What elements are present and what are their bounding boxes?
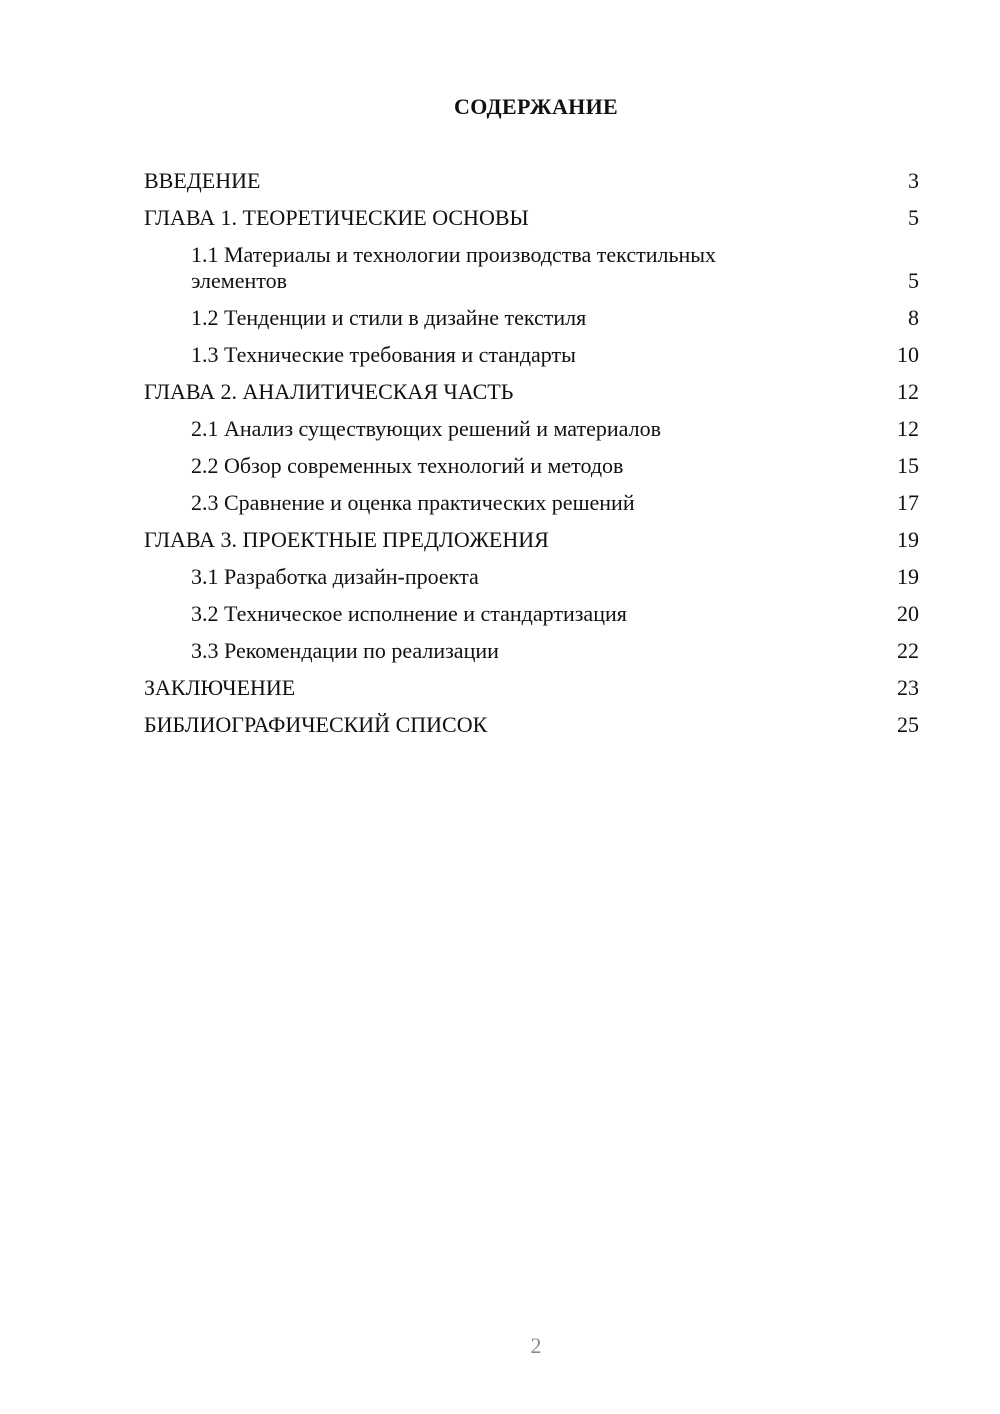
toc-entry-page: 5 bbox=[908, 205, 919, 230]
toc-entry-label: 3.2 Техническое исполнение и стандартизация bbox=[191, 601, 627, 626]
toc-entry-label: 2.3 Сравнение и оценка практических решений bbox=[191, 490, 635, 515]
toc-entry-section-1-3[interactable] bbox=[144, 342, 919, 368]
toc-entry-page: 20 bbox=[897, 601, 919, 626]
toc-entry-label: 2.1 Анализ существующих решений и материалов bbox=[191, 416, 661, 441]
toc-entry-chapter-3[interactable] bbox=[144, 527, 919, 553]
toc-entry-page: 3 bbox=[908, 168, 919, 193]
toc-entry-section-2-2[interactable] bbox=[144, 453, 919, 479]
toc-entry-section-3-3[interactable] bbox=[144, 638, 919, 664]
toc-entry-page: 17 bbox=[897, 490, 919, 515]
toc-entry-page: 19 bbox=[897, 527, 919, 552]
toc-entry-bibliography[interactable] bbox=[144, 712, 919, 738]
toc-entry-page: 12 bbox=[897, 416, 919, 441]
toc-entry-label: 1.1 Материалы и технологии производства текстильных элементов bbox=[191, 242, 717, 293]
toc-entry-label: ГЛАВА 2. АНАЛИТИЧЕСКАЯ ЧАСТЬ bbox=[144, 379, 514, 404]
toc-entry-label: ГЛАВА 3. ПРОЕКТНЫЕ ПРЕДЛОЖЕНИЯ bbox=[144, 527, 549, 552]
toc-entry-page: 23 bbox=[897, 675, 919, 700]
toc-entry-section-3-2[interactable] bbox=[144, 601, 919, 627]
toc-entry-label: 2.2 Обзор современных технологий и методов bbox=[191, 453, 624, 478]
toc-entry-chapter-2[interactable] bbox=[144, 379, 919, 405]
toc-entry-section-2-3[interactable] bbox=[144, 490, 919, 516]
toc-entry-label: 1.3 Технические требования и стандарты bbox=[191, 342, 576, 367]
toc-entry-label: ГЛАВА 1. ТЕОРЕТИЧЕСКИЕ ОСНОВЫ bbox=[144, 205, 529, 230]
toc-entry-page: 10 bbox=[897, 342, 919, 367]
toc-entry-page: 25 bbox=[897, 712, 919, 737]
toc-entry-label: ЗАКЛЮЧЕНИЕ bbox=[144, 675, 296, 700]
toc-entry-page: 22 bbox=[897, 638, 919, 663]
toc-entry-page: 5 bbox=[908, 268, 919, 293]
page-number: 2 bbox=[530, 1333, 542, 1358]
page-title: СОДЕРЖАНИЕ bbox=[454, 94, 618, 119]
toc-entry-section-1-1[interactable] bbox=[144, 242, 919, 294]
toc-entry-conclusion[interactable] bbox=[144, 675, 919, 701]
toc-entry-label: 3.3 Рекомендации по реализации bbox=[191, 638, 499, 663]
toc-entry-section-2-1[interactable] bbox=[144, 416, 919, 442]
toc-entry-chapter-1[interactable] bbox=[144, 205, 919, 231]
toc-entry-section-1-2[interactable] bbox=[144, 305, 919, 331]
toc-entry-label: 1.2 Тенденции и стили в дизайне текстиля bbox=[191, 305, 587, 330]
toc-entry-page: 15 bbox=[897, 453, 919, 478]
table-of-contents bbox=[144, 168, 919, 749]
toc-entry-page: 12 bbox=[897, 379, 919, 404]
toc-entry-page: 19 bbox=[897, 564, 919, 589]
toc-entry-label: ВВЕДЕНИЕ bbox=[144, 168, 261, 193]
toc-entry-introduction[interactable] bbox=[144, 168, 919, 194]
toc-entry-label: 3.1 Разработка дизайн-проекта bbox=[191, 564, 479, 589]
toc-entry-page: 8 bbox=[908, 305, 919, 330]
toc-entry-section-3-1[interactable] bbox=[144, 564, 919, 590]
toc-entry-label: БИБЛИОГРАФИЧЕСКИЙ СПИСОК bbox=[144, 712, 488, 737]
